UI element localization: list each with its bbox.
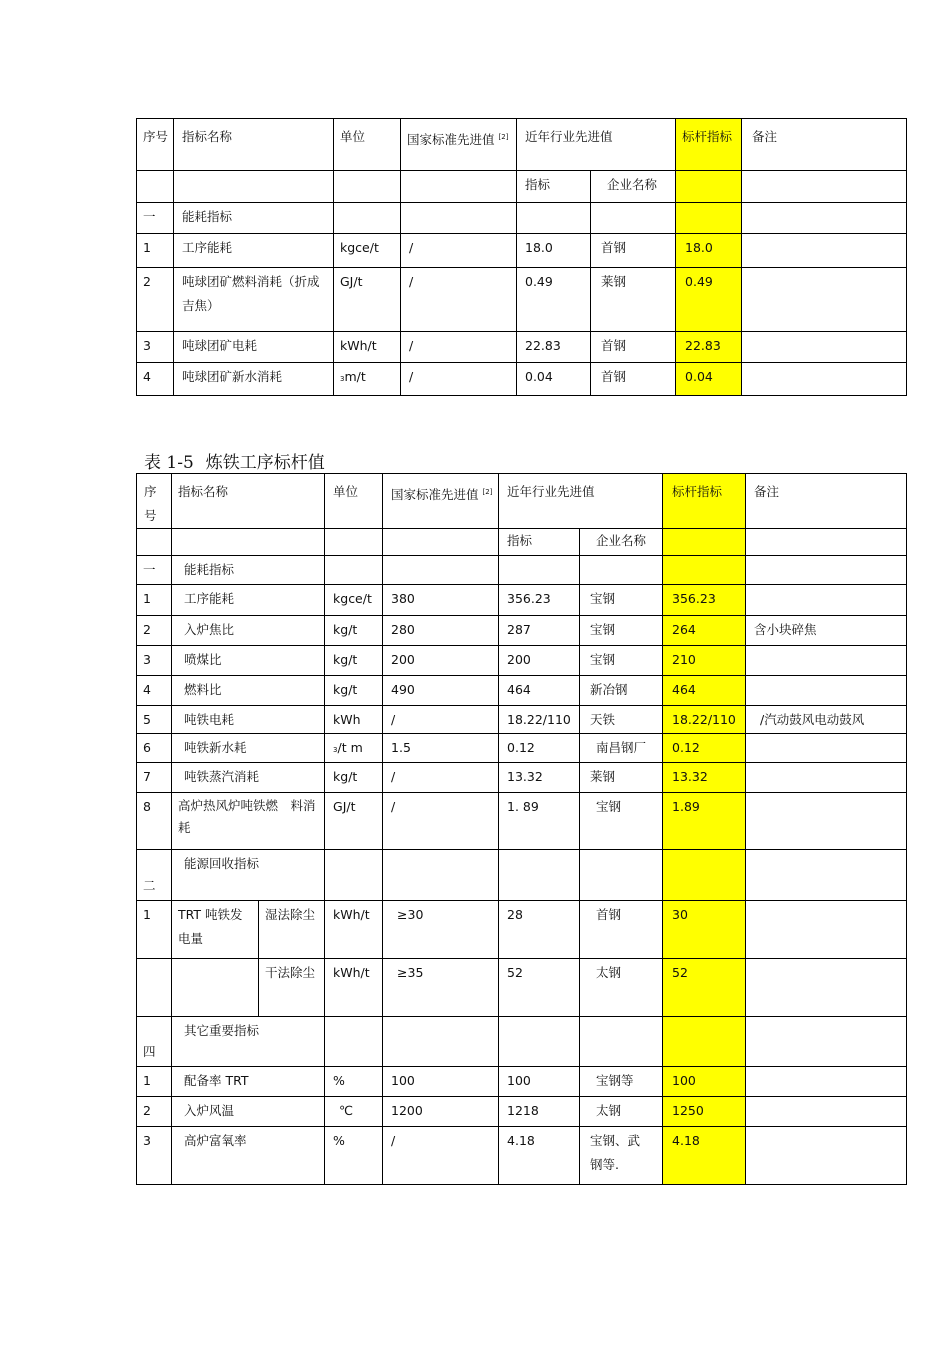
table-row: 1 工序能耗 kgce/t 380 356.23 宝钢 356.23 <box>137 585 907 616</box>
header-name: 指标名称 <box>174 119 334 171</box>
header-national: 国家标准先进值 [2] <box>401 119 517 171</box>
table-row: 4 燃料比 kg/t 490 464 新冶钢 464 <box>137 676 907 706</box>
table-row: 5 吨铁电耗 kWh / 18.22/110 天铁 18.22/110 /汽动鼓风电动鼓风 <box>137 706 907 734</box>
table-number: 表 1-5 <box>144 453 194 473</box>
table-row: 3 高炉富氧率 % / 4.18 宝钢、武钢等. 4.18 <box>137 1127 907 1185</box>
header-benchmark: 标杆指标 <box>676 119 742 171</box>
header-industry: 近年行业先进值 <box>517 119 676 171</box>
table-row: 8 高炉热风炉吨铁燃 料消耗 GJ/t / 1. 89 宝钢 1.89 <box>137 793 907 850</box>
table-row: 6 吨铁新水耗 3/t m 1.5 0.12 南昌钢厂 0.12 <box>137 734 907 763</box>
pellet-benchmark-table <box>136 118 907 396</box>
table-row: 1 TRT 吨铁发电量 湿法除尘 kWh/t ≥30 28 首钢 30 <box>137 901 907 959</box>
table-row: 2 吨球团矿燃料消耗（折成吉焦） GJ/t / 0.49 莱钢 0.49 <box>137 268 907 332</box>
table-title: 炼铁工序标杆值 <box>205 453 325 473</box>
footnote-ref: [2] <box>498 133 509 141</box>
table-row: 4 吨球团矿新水消耗 3m/t / 0.04 首钢 0.04 <box>137 363 907 396</box>
table-row: 2 入炉焦比 kg/t 280 287 宝钢 264 含小块碎焦 <box>137 616 907 646</box>
header-remark: 备注 <box>742 119 907 171</box>
table-row: 2 入炉风温 ℃ 1200 1218 太钢 1250 <box>137 1097 907 1127</box>
header-unit: 单位 <box>334 119 401 171</box>
table-row: 3 喷煤比 kg/t 200 200 宝钢 210 <box>137 646 907 676</box>
header-seq: 序号 <box>137 119 174 171</box>
subheader-company: 企业名称 <box>591 171 676 203</box>
table-row: 一 能耗指标 <box>137 203 907 234</box>
table-b-header-row: 序号 指标名称 单位 国家标准先进值 [2] 近年行业先进值 标杆指标 备注 <box>137 474 907 529</box>
subheader-index: 指标 <box>517 171 591 203</box>
table-row: 二 能源回收指标 <box>137 850 907 901</box>
table-row: 四 其它重要指标 <box>137 1017 907 1067</box>
table-a-header-row <box>137 119 907 171</box>
table-row: 干法除尘 kWh/t ≥35 52 太钢 52 <box>137 959 907 1017</box>
table-row: 1 配备率 TRT % 100 100 宝钢等 100 <box>137 1067 907 1097</box>
table-caption <box>144 448 337 473</box>
table-b-subheader-row: 指标 企业名称 <box>137 529 907 556</box>
table-row: 一 能耗指标 <box>137 556 907 585</box>
table-a-subheader-row <box>137 171 907 203</box>
table-row: 1 工序能耗 kgce/t / 18.0 首钢 18.0 <box>137 234 907 268</box>
table-row: 7 吨铁蒸汽消耗 kg/t / 13.32 莱钢 13.32 <box>137 763 907 793</box>
table-row: 3 吨球团矿电耗 kWh/t / 22.83 首钢 22.83 <box>137 332 907 363</box>
ironmaking-benchmark-table <box>136 473 907 1185</box>
